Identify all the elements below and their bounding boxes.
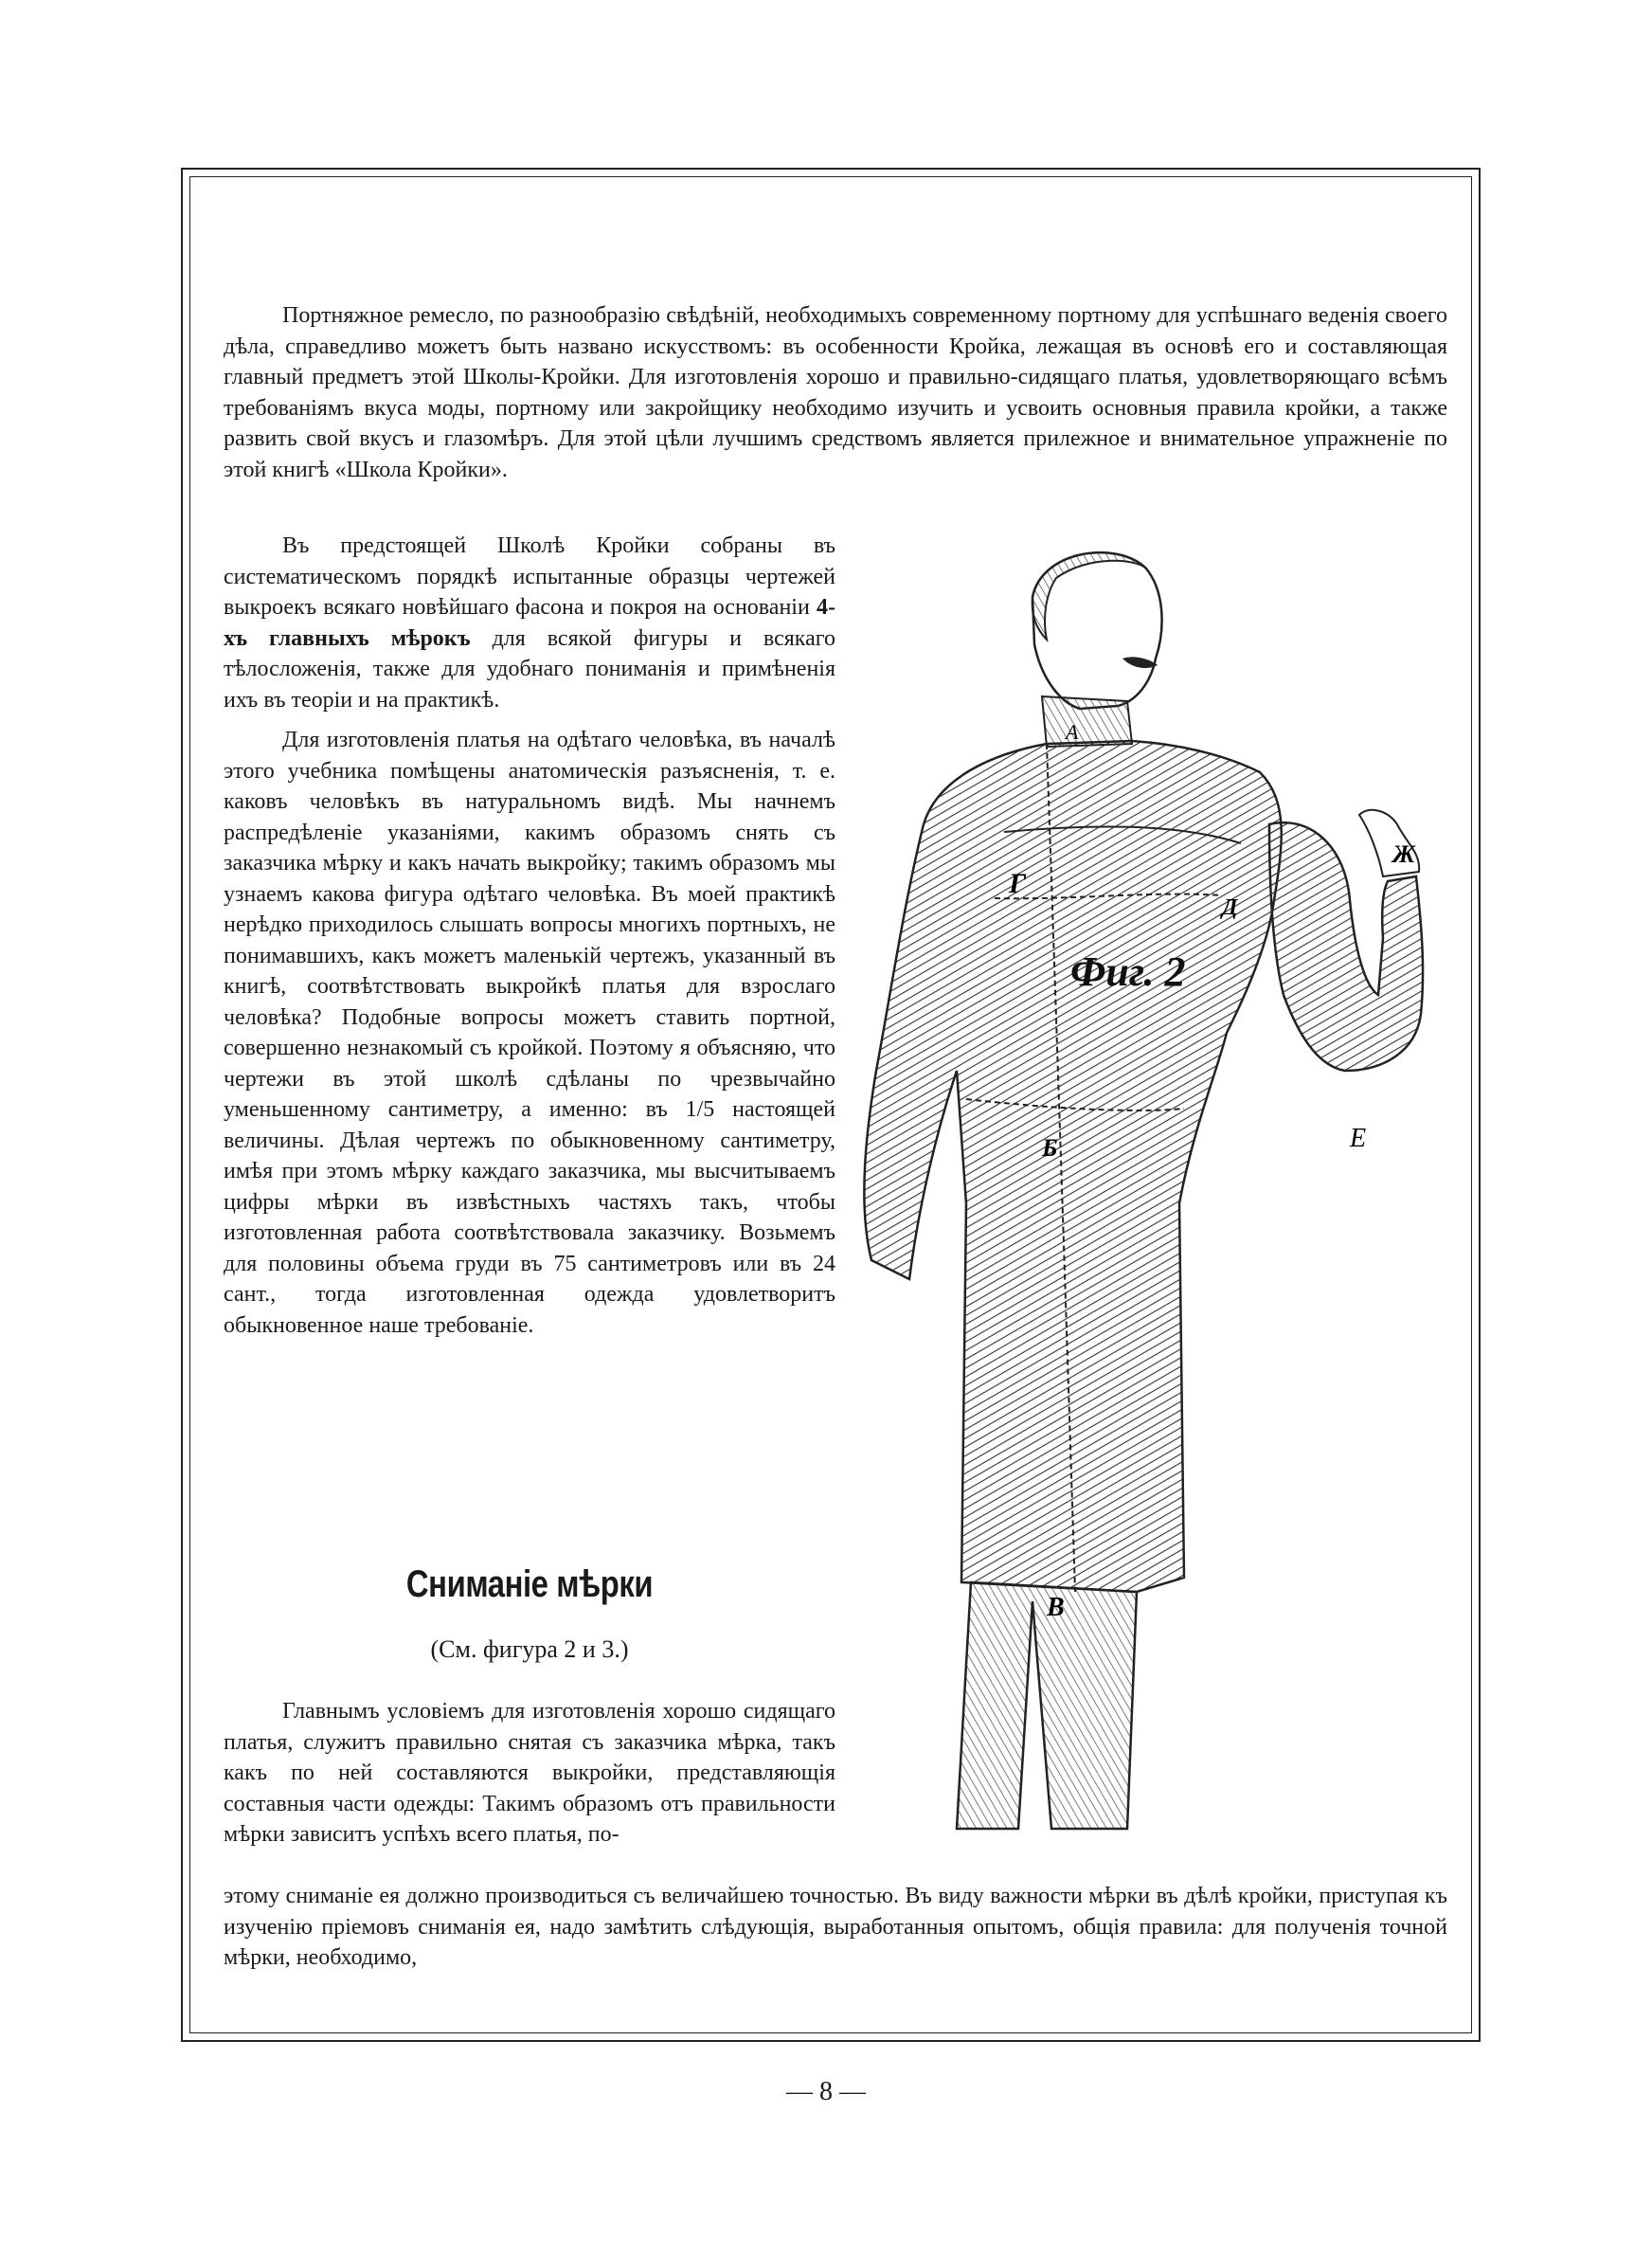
figure-label-a: А	[1066, 720, 1079, 744]
section-heading: Сниманіе мѣрки	[405, 1563, 654, 1605]
figure-label-b: Б	[1042, 1134, 1058, 1162]
left-column-text	[224, 531, 835, 1341]
coat-body	[864, 741, 1281, 1592]
figure-label-zh: Ж	[1392, 840, 1415, 868]
p2-bold-measures: 4-хъ главныхъ мѣрокъ	[224, 595, 835, 651]
figure-label-d: Д	[1222, 895, 1238, 920]
collar	[1042, 696, 1132, 747]
coat-figure-drawing	[853, 540, 1459, 1848]
figure-caption: Фиг. 2	[1070, 948, 1186, 995]
p4-full-text: этому сниманіе ея должно производиться съ величайшею точностью. Въ виду важности мѣрки въ дѣлѣ кройки, приступая къ изученію пріемовъ сниманія ея, надо замѣтить слѣдующія, выработанныя опытомъ, общія правила: для полученія точной мѣрки, необходимо,	[224, 1884, 1447, 1970]
intro-paragraph	[224, 300, 1447, 485]
p2-text-start: Въ предстоящей Школѣ Кройки собраны въ систематическомъ порядкѣ испытанные образцы чертежей выкроекъ всякаго новѣйшаго фасона и покроя на основаніи	[224, 533, 835, 620]
figure-label-v: В	[1047, 1593, 1065, 1622]
page-number: — 8 —	[786, 2077, 866, 2106]
intro-text: Портняжное ремесло, по разнообразію свѣдѣній, необходимыхъ современному портному для успѣшнаго веденія своего дѣла, справедливо можетъ быть названо искусствомъ: въ особенности Кройка, лежащая въ основѣ его и составляющая главный предметъ этой Школы-Кройки. Для изготовленія хорошо и правильно-сидящаго платья, удовлетворяющаго всѣмъ требованіямъ вкуса моды, портному или закройщику необходимо изучить и усвоить основныя правила кройки, а также развить свой вкусъ и глазомѣръ. Для этой цѣли лучшимъ средствомъ является прилежное и внимательное упражненіе по этой книгѣ «Школа Кройки».	[224, 303, 1447, 482]
paragraph-dressed-figure: Для изготовленія платья на одѣтаго человѣка, въ началѣ этого учебника помѣщены анатомическія разъясненія, т. е. каковъ человѣкъ въ натуральномъ видѣ. Мы начнемъ распредѣленіе указаніями, какимъ образомъ снять съ заказчика мѣрку и какъ начать выкройку; такимъ образомъ мы узнаемъ какова фигура одѣтаго человѣка. Въ моей практикѣ нерѣдко приходилось слышать вопросы многихъ портныхъ, не понимавшихъ, какъ можетъ маленькій чертежъ, указанный въ книгѣ, соотвѣтствовать выкройкѣ платья для взрослаго человѣка? Подобные вопросы можетъ ставить портной, совершенно незнакомый съ кройкой. Поэтому я объясняю, что чертежи въ этой школѣ сдѣланы по чрезвычайно уменьшенному сантиметру, а именно: въ 1/5 настоящей величины. Дѣлая чертежъ по обыкновенному сантиметру, имѣя при этомъ мѣрку каждаго заказчика, мы высчитываемъ цифры мѣрки въ извѣстныхъ частяхъ такъ, чтобы изготовленная работа соотвѣтствовала заказчику. Возьмемъ для половины объема груди въ 75 сантиметровъ или въ 24 сант., тогда изготовленная одежда удовлетворитъ обыкновенное наше требованіе.	[224, 728, 835, 1338]
figure-2-illustration	[853, 540, 1459, 1848]
figure-label-e: Е	[1350, 1124, 1367, 1153]
figure-label-g: Г	[1009, 868, 1027, 899]
head	[1032, 552, 1162, 709]
p4-left-text: Главнымъ условіемъ для изготовленія хорошо сидящаго платья, служитъ правильно снятая съ заказчика мѣрка, такъ какъ по ней составляются выкройки, представляющія составныя части одежды: Такимъ образомъ отъ правильности мѣрки зависитъ успѣхъ всего платья, по-	[224, 1699, 835, 1847]
p2-text-end: для всякой фигуры и всякаго тѣлосложенія, также для удобнаго пониманія и примѣненія ихъ въ теоріи и на практикѣ.	[224, 625, 835, 713]
paragraph-measure-left	[224, 1696, 835, 1851]
paragraph-measure-full	[224, 1881, 1447, 1974]
section-subheading: (См. фигура 2 и 3.)	[430, 1635, 629, 1663]
paragraph-school-contents	[224, 531, 835, 715]
